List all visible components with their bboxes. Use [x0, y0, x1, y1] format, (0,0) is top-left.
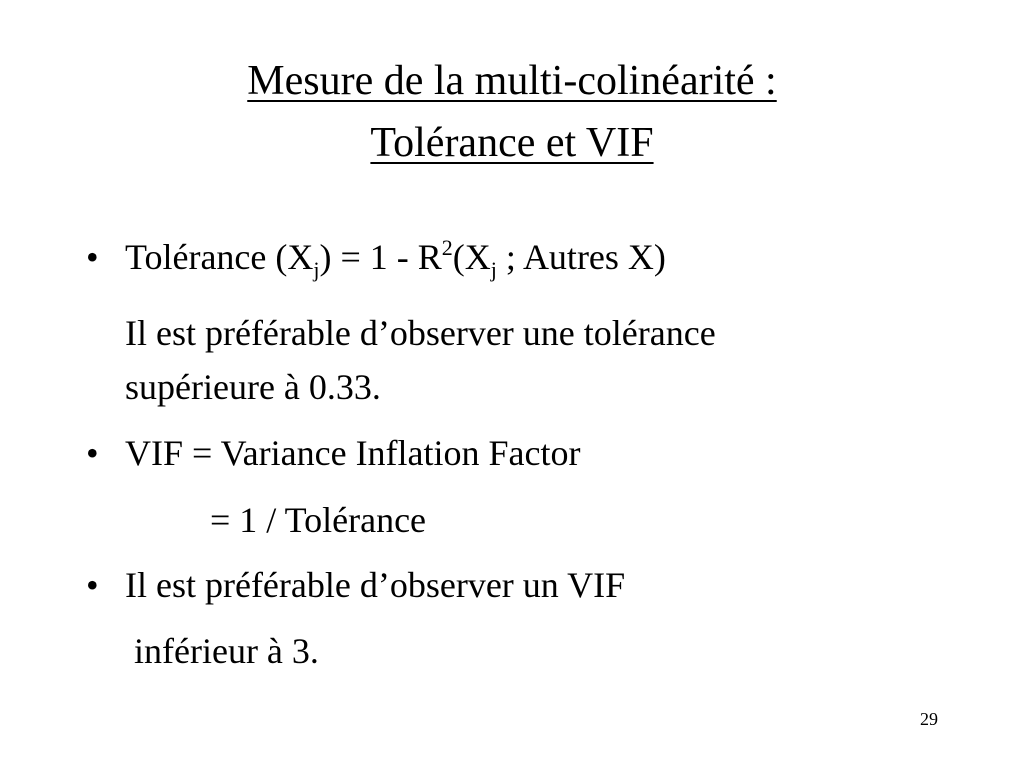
- vif-note-line-1: Il est préférable d’observer un VIF: [125, 565, 626, 605]
- tolerance-sub-1: j: [313, 257, 320, 282]
- tolerance-prefix: Tolérance (X: [125, 237, 314, 277]
- tolerance-note-line-1: Il est préférable d’observer une tolérance: [125, 313, 716, 353]
- tolerance-after-sup: (X: [452, 237, 491, 277]
- slide-title: [0, 50, 1024, 174]
- tolerance-sup: 2: [441, 235, 453, 260]
- bullet-marker-2: •: [86, 433, 99, 473]
- title-line-2: Tolérance et VIF: [370, 120, 654, 166]
- bullet-marker-1: •: [86, 237, 99, 277]
- tolerance-note-line-2: supérieure à 0.33.: [125, 367, 381, 407]
- title-line-1: Mesure de la multi-colinéarité :: [247, 58, 777, 104]
- tolerance-middle: ) = 1 - R: [319, 237, 442, 277]
- bullet-marker-3: •: [86, 565, 99, 605]
- vif-definition: VIF = Variance Inflation Factor: [125, 433, 581, 473]
- tolerance-sub-2: j: [490, 257, 497, 282]
- tolerance-suffix: ; Autres X): [496, 237, 666, 277]
- vif-formula: = 1 / Tolérance: [210, 500, 427, 540]
- page-number: 29: [920, 709, 938, 729]
- tolerance-formula: [125, 235, 666, 282]
- vif-note-line-2: inférieur à 3.: [134, 631, 319, 671]
